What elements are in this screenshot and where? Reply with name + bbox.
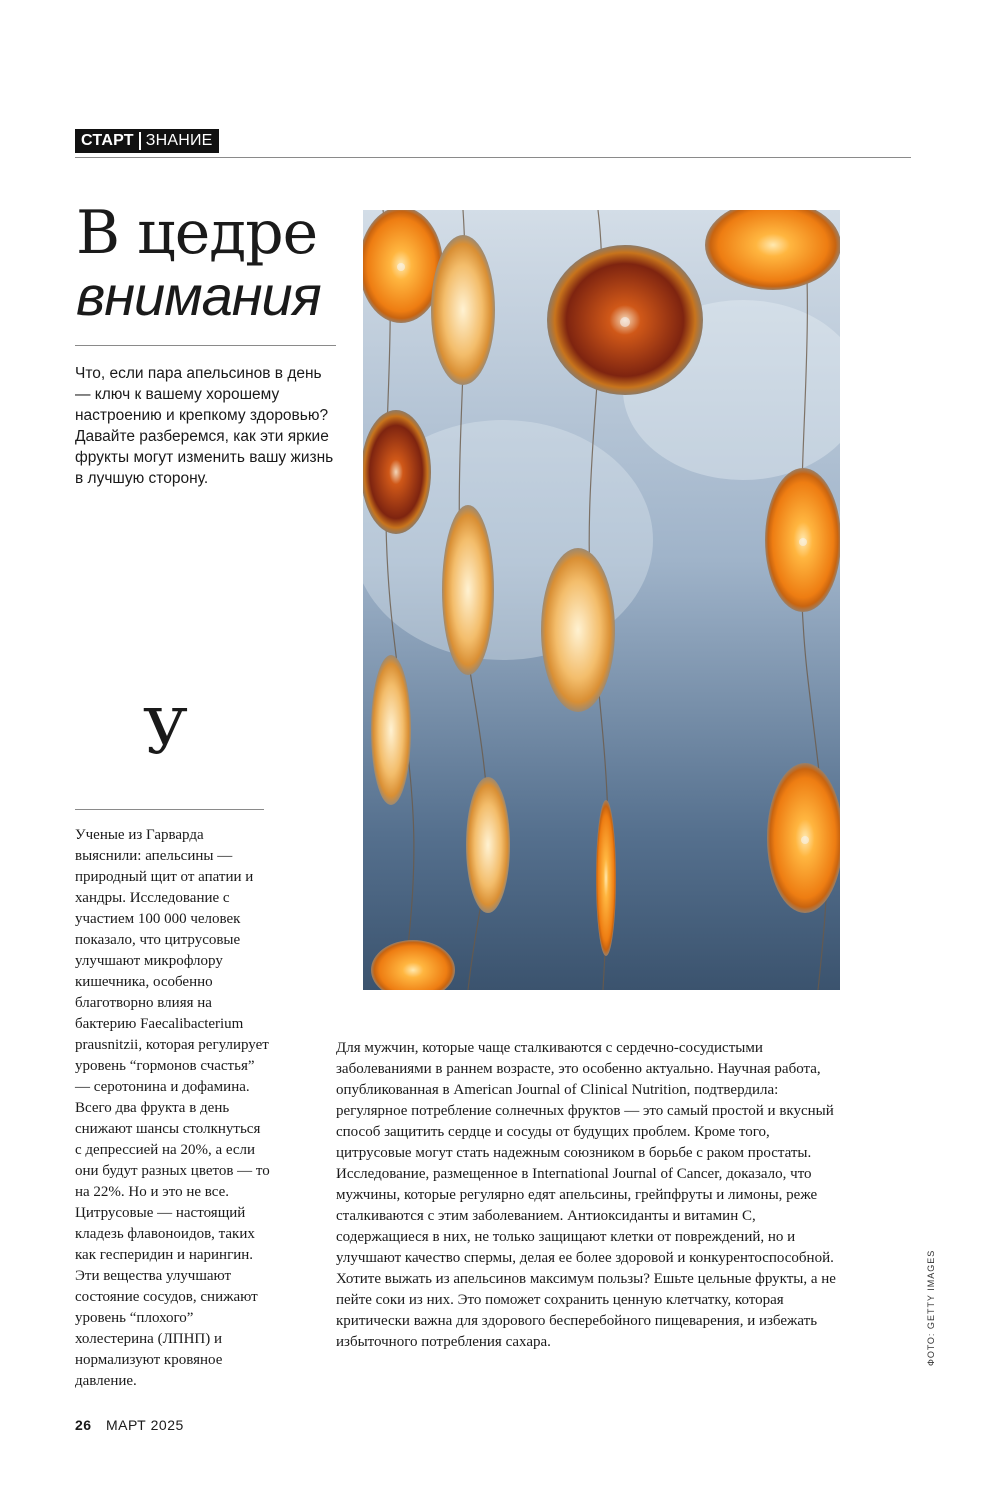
dried-orange-slices-photo xyxy=(363,210,840,990)
lead-paragraph: Что, если пара апельсинов в день — ключ к вашему хорошему настроению и крепкому здоровью? Давайте разберемся, как эти яркие фрукты могут изменить вашу жизнь в лучшую сторону. xyxy=(75,365,334,487)
rubric-divider xyxy=(139,132,141,150)
headline-line-1: В цедре xyxy=(76,198,318,268)
page-footer xyxy=(75,1417,184,1433)
rubric-subsection: ЗНАНИЕ xyxy=(145,132,213,149)
top-rule xyxy=(75,157,911,158)
body-left-column: Ученые из Гарварда выяснили: апельсины — природный щит от апатии и хандры. Исследование с участием 100 000 человек показало, что цитрусовые улучшают микрофлору кишечника, особенно благотворно влияя на бактерию Faecalibacterium prausnitzii, которая регулирует уровень “гормонов счастья” — серотонина и дофамина. Всего два фрукта в день снижают шансы столкнуться с депрессией на 20%, а если они будут разных цветов — то на 22%. Но и это не все. Цитрусовые — настоящий кладезь флавоноидов, таких как гесперидин и нарингин. Эти вещества улучшают состояние сосудов, снижают уровень “плохого” холестерина (ЛПНП) и нормализуют кровяное давление. xyxy=(75,827,270,1389)
headline-line-2: внимания xyxy=(76,264,321,327)
drop-cap-rule xyxy=(75,809,264,810)
headline xyxy=(76,200,321,326)
drop-cap: У xyxy=(143,695,188,768)
section-rubric xyxy=(75,129,219,153)
page-number: 26 xyxy=(75,1417,92,1433)
photo-credit: ФОТО: GETTY IMAGES xyxy=(926,1249,936,1366)
headline-rule xyxy=(75,345,336,346)
rubric-section: СТАРТ xyxy=(81,132,134,149)
issue-date: МАРТ 2025 xyxy=(105,1417,184,1433)
body-main-column: Для мужчин, которые чаще сталкиваются с сердечно-сосудистыми заболеваниями в раннем возрасте, это особенно актуально. Научная работа, опубликованная в American Journal of Clinical Nutrition, подтвердила: регулярное потребление солнечных фруктов — это самый простой и вкусный способ защитить сердце и сосуды от будущих проблем. Кроме того, цитрусовые могут стать надежным союзником в борьбе с раком простаты. Исследование, размещенное в International Journal of Cancer, доказало, что мужчины, которые регулярно едят апельсины, грейпфруты и лимоны, реже сталкиваются с этим заболеванием. Антиоксиданты и витамин С, содержащиеся в них, не только защищают клетки от повреждений, но и улучшают качество спермы, делая ее более здоровой и конкурентоспособной. Хотите выжать из апельсинов максимум пользы? Ешьте цельные фрукты, а не пейте соки из них. Это поможет сохранить ценную клетчатку, которая критически важна для здорового бесперебойного пищеварения, и избежать избыточного потребления сахара. xyxy=(336,1040,836,1350)
